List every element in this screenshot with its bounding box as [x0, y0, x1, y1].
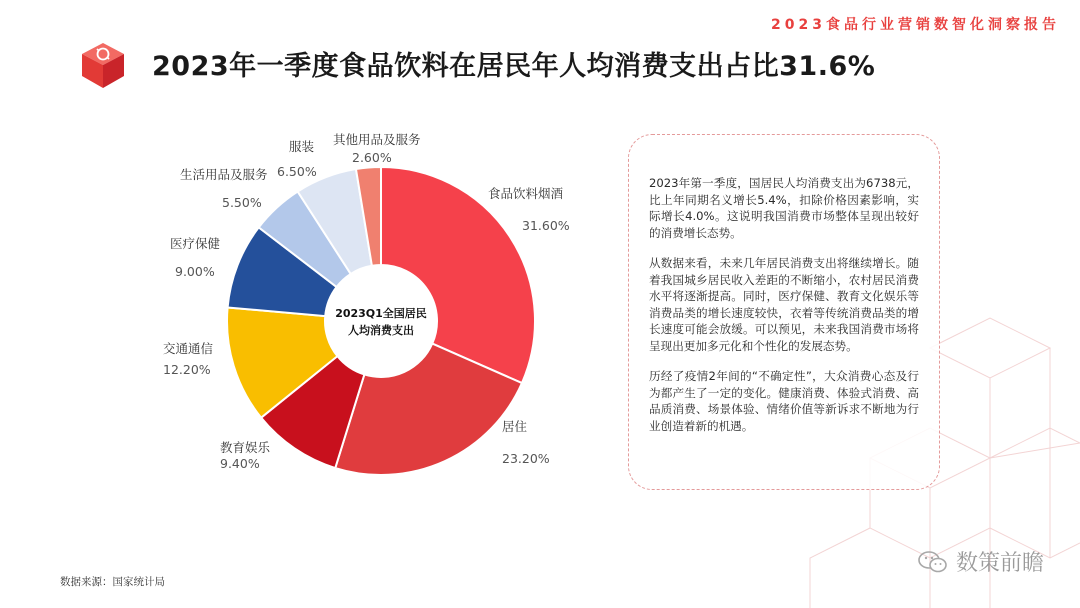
analysis-paragraph-1: 2023年第一季度，国居民人均消费支出为6738元，比上年同期名义增长5.4%，扣除价格因素影响，实际增长4.0%。这说明我国消费市场整体呈现出较好的消费增长态势。	[649, 176, 919, 240]
slice-pct-housing: 23.20%	[502, 451, 550, 466]
slice-label-education: 教育娱乐	[220, 440, 271, 455]
slice-label-clothing: 服装	[289, 139, 315, 154]
wechat-icon	[918, 550, 948, 574]
slice-label-transport: 交通通信	[163, 341, 214, 356]
watermark-text: 数策前瞻	[955, 551, 1044, 576]
page-title: 2023年一季度食品饮料在居民年人均消费支出占比31.6%	[152, 51, 876, 82]
center-label-line-2: 人均消费支出	[348, 324, 414, 337]
center-label-line-1: 2023Q1全国居民	[335, 307, 427, 320]
slice-pct-food: 31.60%	[522, 218, 570, 233]
slice-pct-transport: 12.20%	[163, 362, 211, 377]
slice-pct-clothing: 6.50%	[277, 164, 317, 179]
slice-label-medical: 医疗保健	[170, 236, 221, 251]
slice-pct-education: 9.40%	[220, 456, 260, 471]
slice-label-other: 其他用品及服务	[333, 132, 421, 147]
slice-label-housing: 居住	[502, 419, 528, 434]
analysis-paragraph-3: 历经了疫情2年间的“不确定性”，大众消费心态及行为都产生了一定的变化。健康消费、体验式消费、高品质消费、场景体验、情绪价值等新诉求不断地为行业创造着新的机遇。	[649, 369, 919, 433]
report-title: 2023食品行业营销数智化洞察报告	[771, 17, 1060, 33]
slice-label-food: 食品饮料烟酒	[488, 186, 564, 201]
data-source-note: 数据来源：国家统计局	[60, 576, 165, 588]
slice-pct-other: 2.60%	[352, 150, 392, 165]
analysis-text-box	[628, 134, 940, 490]
analysis-paragraph-2: 从数据来看，未来几年居民消费支出将继续增长。随着我国城乡居民收入差距的不断缩小，农村居民消费水平将逐渐提高。同时，医疗保健、教育文化娱乐等消费品类的增长速度较快，衣着等传统消费品类的增长速度可能会放缓。可以预见，未来我国消费市场将呈现出更加多元化和个性化的发展态势。	[649, 256, 919, 353]
slice-label-daily-goods: 生活用品及服务	[180, 167, 268, 182]
donut-hole	[326, 266, 436, 376]
slice-pct-daily-goods: 5.50%	[222, 195, 262, 210]
slice-pct-medical: 9.00%	[175, 264, 215, 279]
watermark	[918, 546, 1044, 577]
